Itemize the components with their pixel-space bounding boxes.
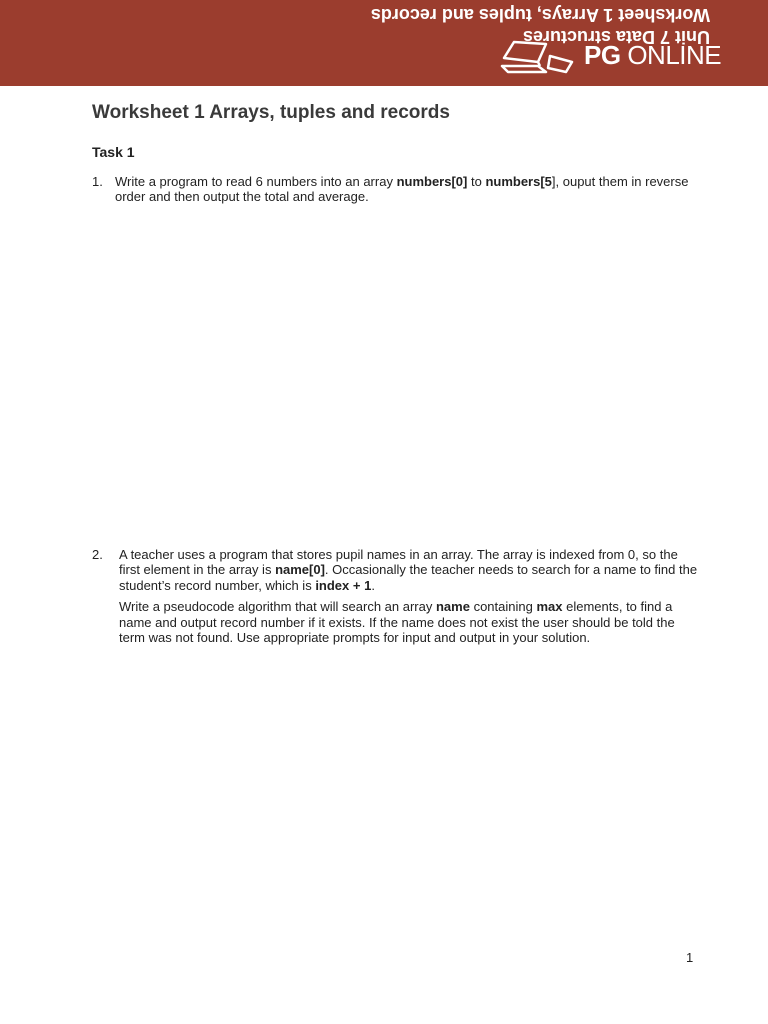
worksheet-body xyxy=(92,100,704,646)
question-2 xyxy=(92,547,699,645)
q2-text-2: . Occasionally the teacher needs to search for a name to find the student’s record number, which is xyxy=(119,562,698,593)
q2-bold-max: max xyxy=(536,599,563,615)
q2-bold-name: name xyxy=(435,599,470,615)
q2-p2-text-2: containing xyxy=(469,599,537,615)
page-number: 1 xyxy=(686,950,694,965)
header-band xyxy=(0,0,768,86)
question-1-number: 1. xyxy=(92,174,103,189)
q2-bold-name0: name[0] xyxy=(275,562,325,578)
brand-wordmark xyxy=(584,40,721,70)
q1-text-2: to xyxy=(467,174,486,189)
q2-p2-text-1: Write a pseudocode algorithm that will search an array xyxy=(119,599,436,615)
q1-bold-numbers5: numbers[5 xyxy=(485,174,552,189)
q2-text-1: A teacher uses a program that stores pupil names in an array. The array is indexed from 0, so the first element in the array is xyxy=(119,547,678,578)
task-heading: Task 1 xyxy=(92,144,135,160)
q2-text-3: . xyxy=(371,577,375,593)
q2-bold-index: index + 1 xyxy=(315,577,372,593)
q1-bold-numbers0: numbers[0] xyxy=(396,174,468,189)
q1-text-1: Write a program to read 6 numbers into an array xyxy=(115,174,397,189)
worksheet-title: Worksheet 1 Arrays, tuples and records xyxy=(92,102,450,123)
brand-pg: PG xyxy=(584,40,621,70)
question-1 xyxy=(92,174,704,205)
q2-p2-text-3: elements, to find a name and output record number if it exists. If the name does not exist the user should be told the term was not found. Use appropriate prompts for input and output in your solution. xyxy=(119,599,675,646)
brand-online: ONLINE xyxy=(627,40,722,70)
q1-text-3: ], ouput them in reverse order and then output the total and average. xyxy=(115,174,689,205)
header-unit-line: Unit 7 Data structures xyxy=(522,27,710,47)
pg-online-logo xyxy=(500,36,720,76)
laptop-icon xyxy=(500,36,580,76)
question-2-instructions xyxy=(119,599,699,645)
question-2-number: 2. xyxy=(92,547,103,562)
question-1-text xyxy=(115,174,704,205)
question-2-text xyxy=(119,547,699,593)
header-worksheet-line: Worksheet 1 Arrays, tuples and records xyxy=(370,5,710,25)
